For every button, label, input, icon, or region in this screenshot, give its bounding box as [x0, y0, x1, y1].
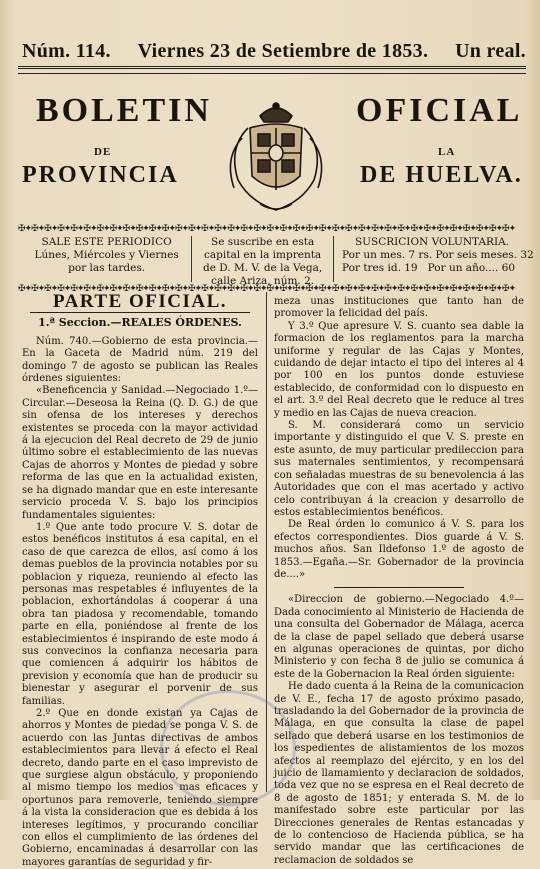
article-paragraph: Núm. 740.—Gobierno de esta provincia.—En la Gaceta de Madrid núm. 219 del domingo 7 de agosto se publican las Reales órdenes siguientes: [22, 335, 258, 385]
issue-date: Viernes 23 de Setiembre de 1853. [137, 40, 429, 62]
article-paragraph: He dado cuenta á la Reina de la comunicacion de V. E., fecha 17 de agosto próximo pasado, trasladando la del Gobernador de la provincia de Málaga, en que consulta la clase de papel sellado que deberá usarse en los testimonios de los espedientes de alistamientos de los mozos afectos al reemplazo del ejército, y en los del juicio de llamamiento y declaracion de soldados, toda vez que no se espresa en el Real decreto de 8 de agosto de 1851; y enterada S. M. de lo manifestado sobre este particular por las Direcciones generales de Rentas estancadas y de lo contencioso de Hacienda pública, se ha servido mandar que las certificaciones de reclamacion de soldados se [274, 681, 524, 866]
ornament-border-icon: ✠✦✠✦✠✦✠✦✠✦✠✦✠✦✠✦✠✦✠✦✠✦✠✦✠✦✠✦✠✦✠✦✠✦✠✦✠✦✠✦✠✦✠✦✠✦✠✦✠✦✠✦✠✦✠✦✠✦✠✦✠✦✠✦✠✦✠✦✠✦✠✦✠✦✠✦ [18, 224, 516, 234]
article-paragraph: «Direccion de gobierno.—Negociado 4.º—Dada conocimiento al Ministerio de Hacienda de una consulta del Gobernador de Málaga, acerca de la clase de papel sellado que deberá usarse en algunas operaciones de quintas, por dicho Ministerio y con fecha 8 de julio se comunica á este de la Gobernacion la Real órden siguiente: [274, 594, 524, 680]
right-column [274, 296, 524, 867]
prices-line-1: Por un mes. 7 rs. Por seis meses. 32 [342, 249, 534, 261]
masthead-provincia: PROVINCIA [22, 162, 179, 188]
article-paragraph: 1.º Que ante todo procure V. S. dotar de estos benéficos institutos á esa capital, en el caso de que carezca de ellos, así como á los demas pueblos de la provincia notables por su poblacion y riqueza, reuniendo al efecto las personas mas respetables é influyentes de la poblacion, exhortándolas á cooperar á una obra tan piadosa y recomendable, tomando parte en ella, poniéndose al frente de los establecimientos é inspirando de este modo á sus convecinos la confianza necesaria para que comiencen á adquirir los hábitos de prevision y economía que han de producir su bienestar y asegurar el porvenir de sus familias. [22, 521, 258, 707]
masthead-huelva: DE HUELVA. [360, 162, 523, 188]
section-heading: 1.ª Seccion.—REALES ÓRDENES. [38, 316, 242, 330]
subscription-info [22, 236, 534, 287]
schedule-title: SALE ESTE PERIODICO [41, 236, 172, 248]
article-paragraph: 2.º Que en donde existan ya Cajas de ahorros y Montes de piedad se ponga V. S. de acuerdo con las Juntas directivas de ambos establecimientos para llevar á efecto el Real decreto, dando parte en el caso imprevisto de que surgiese algun obstáculo, y proponiendo al mismo tiempo los medios mas eficaces y oportunos para removerle, teniendo siempre á la vista la consideracion que es debida á los intereses legítimos, y procurando conciliar con ellos el cumplimiento de las órdenes del Gobierno, encaminadas á desarrollar con las mayores garantías de seguridad y fir- [22, 708, 258, 868]
issue-price: Un real. [455, 40, 526, 62]
top-rule [18, 66, 526, 74]
masthead-la: LA [438, 146, 456, 158]
schedule-info [22, 236, 191, 282]
article-paragraph: De Real órden lo comunico á V. S. para los efectos correspondientes. Dios guarde á V. S. muchos años. San Ildefonso 1.º de agosto de 1853.—Egaña.—Sr. Gobernador de la provincia de....» [274, 519, 524, 580]
schedule-time: por las tardes. [68, 262, 146, 274]
masthead-boletin: BOLETIN [36, 92, 212, 129]
masthead [18, 80, 526, 220]
issue-line [22, 40, 526, 63]
masthead-de: DE [94, 146, 112, 158]
left-column [22, 291, 258, 869]
section-title: PARTE OFICIAL. [52, 291, 228, 312]
article-paragraph: meza unas instituciones que tanto han de promover la felicidad del país. [274, 296, 524, 320]
article-paragraph: S. M. considerará como un servicio importante y distinguido el que V. S. preste en este asunto, de muy particular predileccion para sus maternales sentimientos, y recompensará con señaladas muestras de su benevolencia á las Autoridades que con el mas acertado y activo celo contribuyan á la creacion y desarrollo de estos establecimientos benéficos. [274, 420, 524, 518]
prices-line-2: Por tres id. 19 Por un año.... 60 [342, 262, 516, 274]
article-paragraph: Y 3.º Que apresure V. S. cuanto sea dable la formacion de los reglamentos para la marcha uniforme y regular de las Cajas y Montes, cuidando de dejar intacto el tipo del interes al 4 por 100 en los puntos donde estuviese establecido, de conformidad con lo dispuesto en el art. 3.º del Real decreto que le reduce al tres y medio en las Cajas de nueva creacion. [274, 320, 524, 419]
subscription-prices [333, 236, 534, 282]
column-divider [266, 292, 267, 792]
schedule-days: Lúnes, Miércoles y Viernes [34, 249, 179, 261]
issue-number: Núm. 114. [22, 40, 111, 62]
title-rule [30, 312, 250, 313]
subscribe-address: Se suscribe en esta capital en la imprenta de D. M. V. de la Vega, calle Ariza, núm. 2. [191, 236, 333, 282]
ornament-border-icon: ✠✦✠✦✠✦✠✦✠✦✠✦✠✦✠✦✠✦✠✦✠✦✠✦✠✦✠✦✠✦✠✦✠✦✠✦✠✦✠✦✠✦✠✦✠✦✠✦✠✦✠✦✠✦✠✦✠✦✠✦✠✦✠✦✠✦✠✦✠✦✠✦✠✦✠✦ [18, 284, 516, 294]
masthead-oficial: OFICIAL [356, 92, 523, 129]
royal-coat-of-arms-icon [220, 98, 332, 216]
prices-title: SUSCRICION VOLUNTARIA. [354, 236, 510, 248]
article-separator [334, 587, 464, 588]
article-paragraph: «Beneficencia y Sanidad.—Negociado 1.º—Circular.—Deseosa la Reina (Q. D. G.) de que sin ofensa de los intereses y derechos existentes se proceda con la mayor actividad á la ejecucion del Real decreto de 29 de junio último sobre el establecimiento de las nuevas Cajas de ahorros y Montes de piedad y sobre reforma de las que en la actualidad existen, se ha dignado mandar que en este interesante servicio proceda V. S. bajo los principios fundamentales siguientes: [22, 385, 258, 521]
